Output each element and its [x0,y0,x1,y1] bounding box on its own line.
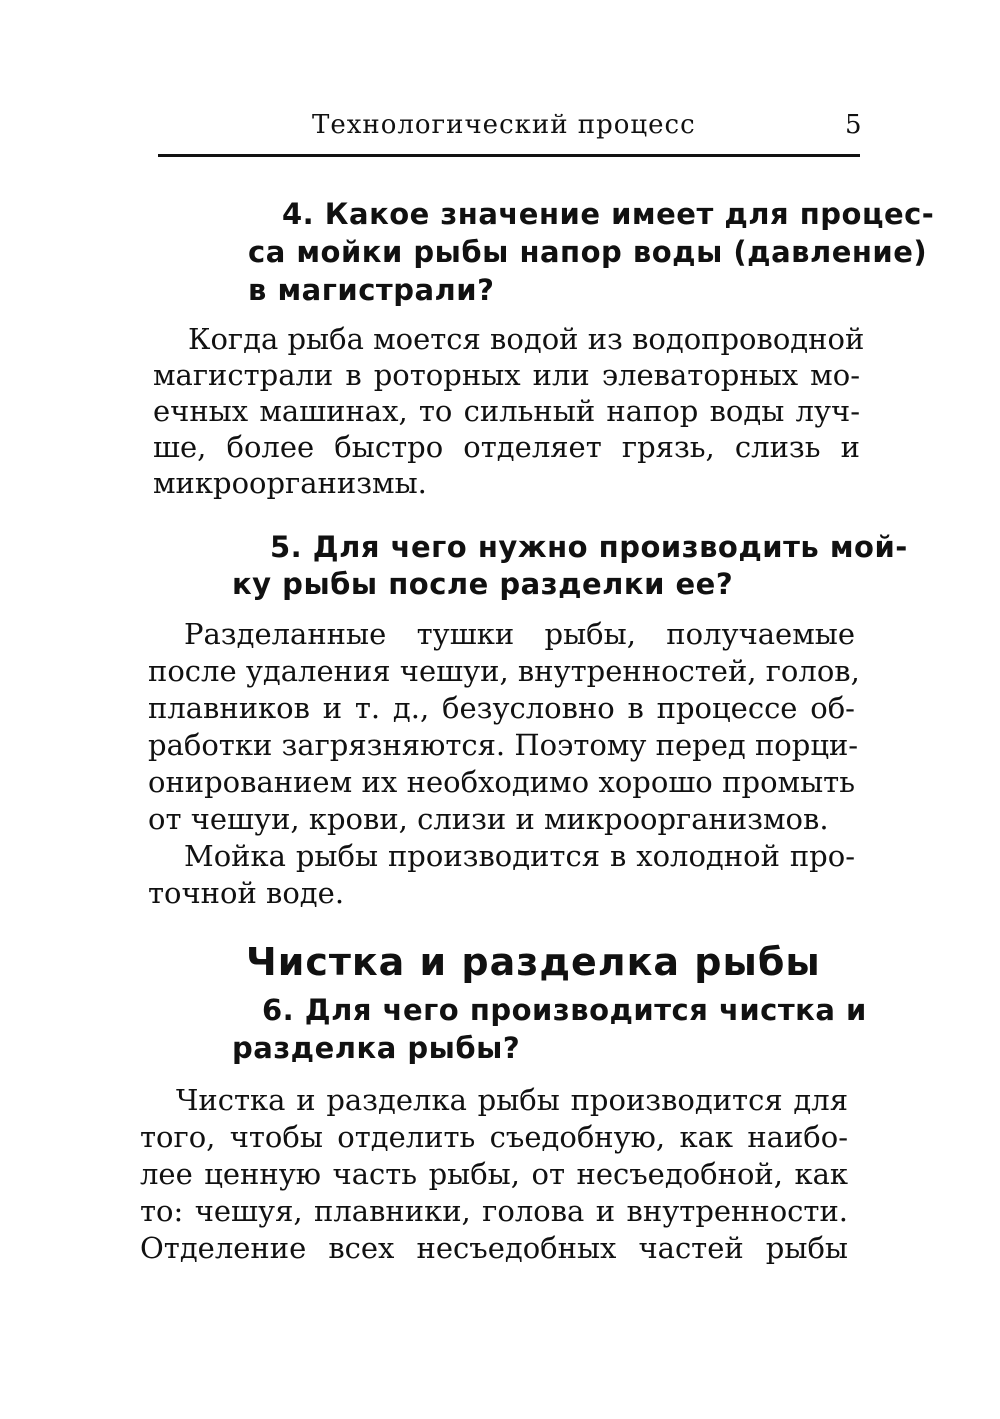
question-6-answer-line-4: то: чешуя, плавники, голова и внутренности. [140,1194,848,1228]
question-4-heading-line-1: 4. Какое значение имеет для процес- [282,197,935,231]
question-6-answer-line-1: Чистка и разделка рыбы производится для [176,1083,848,1117]
question-5-answer-line-6: от чешуи, крови, слизи и микроорганизмов. [148,802,829,836]
running-header-title: Технологический процесс [312,110,696,140]
question-5-answer-line-8: точной воде. [148,876,345,910]
section-title: Чистка и разделка рыбы [246,940,821,984]
question-6-heading-line-1: 6. Для чего производится чистка и [262,993,867,1027]
question-5-answer-line-7: Мойка рыбы производится в холодной про- [184,839,855,873]
question-4-answer-line-4: ше, более быстро отделяет грязь, слизь и [153,430,860,464]
question-6-answer-line-2: того, чтобы отделить съедобную, как наибо- [140,1120,848,1154]
question-4-answer-line-2: магистрали в роторных или элеваторных мо- [153,358,860,392]
question-6-answer-line-3: лее ценную часть рыбы, от несъедобной, как [140,1157,848,1191]
question-4-answer-line-3: ечных машинах, то сильный напор воды луч- [153,394,860,428]
question-5-answer-line-4: работки загрязняются. Поэтому перед порци- [148,728,859,762]
question-5-answer-line-3: плавников и т. д., безусловно в процессе об- [148,691,855,725]
question-4-answer-line-5: микроорганизмы. [153,466,427,500]
question-6-heading-line-2: разделка рыбы? [232,1031,521,1065]
question-4-heading-line-2: са мойки рыбы напор воды (давление) [248,235,928,269]
page-number: 5 [845,110,862,140]
question-4-answer-line-1: Когда рыба моется водой из водопроводной [188,322,865,356]
question-5-answer-line-5: онированием их необходимо хорошо промыть [148,765,855,799]
question-5-answer-line-1: Разделанные тушки рыбы, получаемые [184,617,855,651]
question-5-answer-line-2: после удаления чешуи, внутренностей, голов, [148,654,860,688]
question-5-heading-line-2: ку рыбы после разделки ее? [232,567,734,601]
header-rule [158,154,860,157]
question-5-heading-line-1: 5. Для чего нужно производить мой- [270,530,908,564]
question-4-heading-line-3: в магистрали? [248,273,495,307]
question-6-answer-line-5: Отделение всех несъедобных частей рыбы [140,1231,848,1265]
